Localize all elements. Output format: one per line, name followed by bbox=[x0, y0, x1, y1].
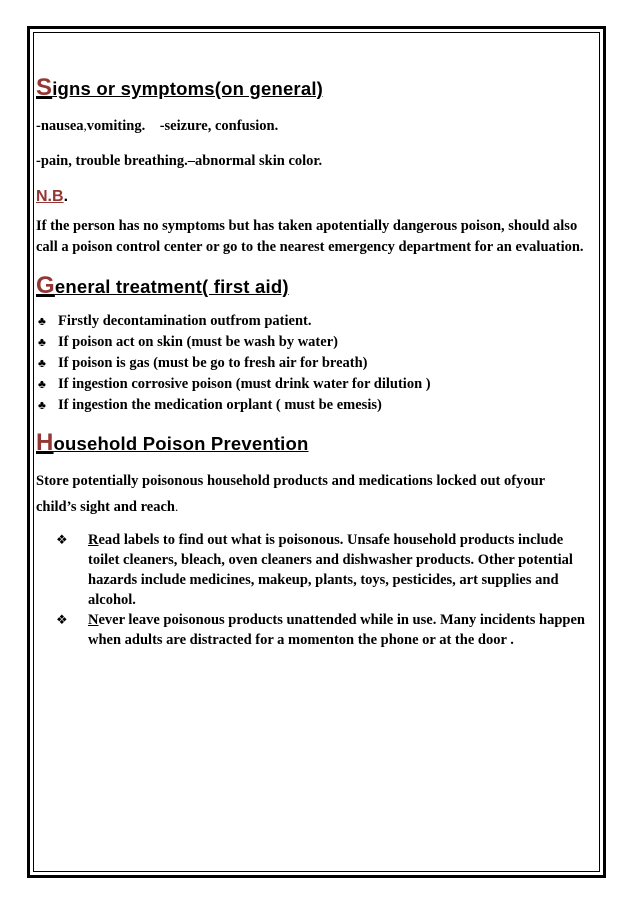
prevention-intro-text: Store potentially poisonous household products and medications locked out ofyour child’s sight and reach bbox=[36, 473, 545, 515]
prevention-heading-text: ousehold Poison Prevention bbox=[53, 433, 309, 454]
signs-line-1a: -nausea bbox=[36, 118, 84, 134]
prevention-intro-dot: . bbox=[174, 499, 179, 514]
list-item-text: If ingestion the medication orplant ( must be emesis) bbox=[58, 397, 382, 413]
prevention-heading bbox=[36, 429, 601, 457]
diamond-bullet-icon: ❖ bbox=[56, 612, 68, 627]
club-bullet-icon: ♣ bbox=[38, 398, 46, 412]
signs-line-1 bbox=[36, 115, 601, 137]
prevention-intro bbox=[36, 469, 576, 520]
list-item-text: If poison act on skin (must be wash by water) bbox=[58, 334, 338, 350]
list-item-initial: N bbox=[88, 612, 99, 628]
diamond-bullet-icon: ❖ bbox=[56, 532, 68, 547]
treatment-heading bbox=[36, 272, 601, 300]
document-body bbox=[36, 70, 601, 650]
signs-heading-text: igns or symptoms(on general) bbox=[52, 78, 324, 99]
treatment-list bbox=[36, 311, 601, 416]
list-item bbox=[36, 610, 596, 650]
list-item bbox=[36, 311, 601, 332]
signs-line-2: -pain, trouble breathing.–abnormal skin color. bbox=[36, 153, 323, 169]
list-item-text: ead labels to find out what is poisonous. Unsafe household products include toilet cleaners, bleach, oven cleaners and dishwasher products. Other potential hazards include medicines, makeup, plants, toys, pesticides, art supplies and alcohol. bbox=[88, 532, 573, 608]
prevention-heading-cap: H bbox=[36, 429, 54, 456]
signs-heading bbox=[36, 74, 601, 102]
list-item bbox=[36, 353, 601, 374]
nb-label-dot: . bbox=[63, 188, 69, 205]
club-bullet-icon: ♣ bbox=[38, 314, 46, 328]
nb-label bbox=[36, 188, 601, 206]
list-item bbox=[36, 332, 601, 353]
club-bullet-icon: ♣ bbox=[38, 356, 46, 370]
list-item bbox=[36, 395, 601, 416]
list-item-text: If ingestion corrosive poison (must drink water for dilution ) bbox=[58, 376, 431, 392]
nb-label-text: N.B bbox=[36, 188, 64, 205]
treatment-heading-text: eneral treatment( first aid) bbox=[54, 276, 289, 297]
list-item bbox=[36, 374, 601, 395]
nb-paragraph: If the person has no symptoms but has taken apotentially dangerous poison, should also call a poison control center or go to the nearest emergency department for an evaluation. bbox=[36, 218, 584, 255]
treatment-heading-cap: G bbox=[36, 272, 55, 299]
signs-heading-cap: S bbox=[36, 74, 53, 101]
signs-line-1b: vomiting. -seizure, confusion. bbox=[86, 118, 279, 134]
list-item-initial: R bbox=[88, 532, 99, 548]
signs-line-1-sep: , bbox=[83, 118, 87, 133]
list-item-text: ever leave poisonous products unattended while in use. Many incidents happen when adults are distracted for a momenton the phone or at the door . bbox=[88, 612, 585, 648]
list-item-text: If poison is gas (must be go to fresh air for breath) bbox=[58, 355, 368, 371]
prevention-list bbox=[36, 530, 596, 650]
club-bullet-icon: ♣ bbox=[38, 335, 46, 349]
list-item-text: Firstly decontamination outfrom patient. bbox=[58, 313, 312, 329]
club-bullet-icon: ♣ bbox=[38, 377, 46, 391]
list-item bbox=[36, 530, 596, 610]
